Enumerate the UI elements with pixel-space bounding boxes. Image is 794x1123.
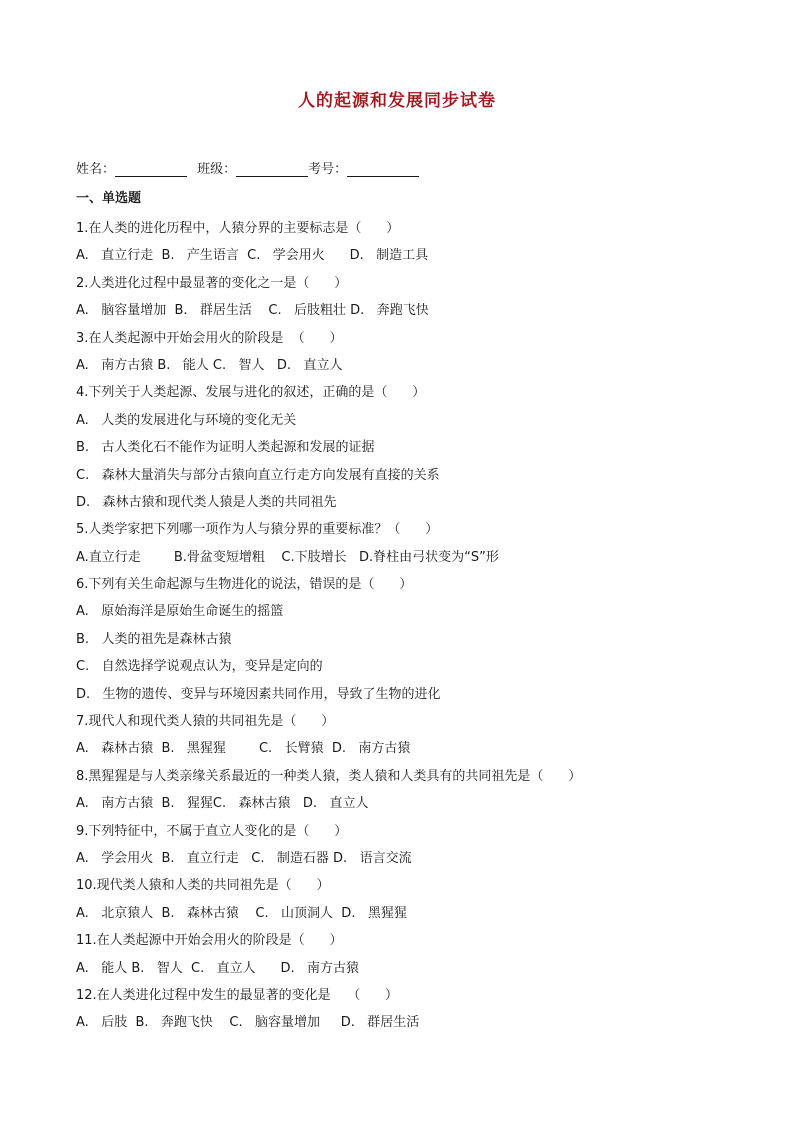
question-line: 1.在人类的进化历程中，人猿分界的主要标志是（ ） xyxy=(76,221,400,236)
option-line: A. 直立行走 B. 产生语言 C. 学会用火 D. 制造工具 xyxy=(76,248,429,264)
question-line: 4.下列关于人类起源、发展与进化的叙述，正确的是（ ） xyxy=(76,385,426,401)
option-line: A. 南方古猿 B. 猩猩C. 森林古猿 D. 直立人 xyxy=(76,796,369,812)
option-line: A. 森林古猿 B. 黑猩猩 C. 长臂猿 D. 南方古猿 xyxy=(76,741,411,757)
option-line: D. 生物的遗传、变异与环境因素共同作用，导致了生物的进化 xyxy=(76,686,441,702)
question-line: 11.在人类起源中开始会用火的阶段是（ ） xyxy=(76,933,343,949)
question-line: 6.下列有关生命起源与生物进化的说法，错误的是（ ） xyxy=(76,577,413,593)
option-line: A. 原始海洋是原始生命诞生的摇篮 xyxy=(76,604,284,620)
option-line: B. 人类的祖先是森林古猿 xyxy=(76,631,232,647)
name-label: 姓名： xyxy=(76,162,116,177)
question-line: 10.现代类人猿和人类的共同祖先是（ ） xyxy=(76,878,330,894)
option-line: A. 南方古猿 B. 能人 C. 智人 D. 直立人 xyxy=(76,357,343,373)
option-line: A. 人类的发展进化与环境的变化无关 xyxy=(76,412,297,428)
question-line: 2.人类进化过程中最显著的变化之一是（ ） xyxy=(76,275,348,291)
section-title: 一、单选题 xyxy=(76,191,142,206)
question-line: 12.在人类进化过程中发生的最显著的变化是 （ ） xyxy=(76,987,398,1003)
option-line: A. 学会用火 B. 直立行走 C. 制造石器 D. 语言交流 xyxy=(76,850,412,866)
class-blank xyxy=(236,162,308,177)
option-line: D. 森林古猿和现代类人猿是人类的共同祖先 xyxy=(76,494,337,510)
exam-label: 考号： xyxy=(308,162,348,177)
question-line: 9.下列特征中，不属于直立人变化的是（ ） xyxy=(76,823,348,839)
option-line: A. 脑容量增加 B. 群居生活 C. 后肢粗壮 D. 奔跑飞快 xyxy=(76,303,429,319)
option-line: A. 北京猿人 B. 森林古猿 C. 山顶洞人 D. 黑猩猩 xyxy=(76,905,407,921)
question-line: 8.黑猩猩是与人类亲缘关系最近的一种类人猿，类人猿和人类具有的共同祖先是（ ） xyxy=(76,768,582,784)
name-blank xyxy=(115,162,187,177)
option-line: A. 后肢 B. 奔跑飞快 C. 脑容量增加 D. 群居生活 xyxy=(76,1015,420,1031)
option-line: C. 森林大量消失与部分古猿向直立行走方向发展有直接的关系 xyxy=(76,467,440,483)
question-line: 5.人类学家把下列哪一项作为人与猿分界的重要标准？（ ） xyxy=(76,522,439,538)
option-line: B. 古人类化石不能作为证明人类起源和发展的证据 xyxy=(76,440,375,456)
question-line: 3.在人类起源中开始会用火的阶段是 （ ） xyxy=(76,330,343,346)
question-line: 7.现代人和现代类人猿的共同祖先是（ ） xyxy=(76,714,335,730)
page-title: 人的起源和发展同步试卷 xyxy=(298,91,496,111)
exam-blank xyxy=(347,162,419,177)
question-list xyxy=(76,215,736,1037)
option-line: C. 自然选择学说观点认为，变异是定向的 xyxy=(76,659,323,675)
class-label: 班级： xyxy=(197,162,237,177)
option-line: A. 能人 B. 智人 C. 直立人 D. 南方古猿 xyxy=(76,960,359,976)
option-line: A.直立行走 B.骨盆变短增粗 C.下肢增长 D.脊柱由弓状变为“S”形 xyxy=(76,549,499,565)
student-info-row xyxy=(76,158,419,177)
